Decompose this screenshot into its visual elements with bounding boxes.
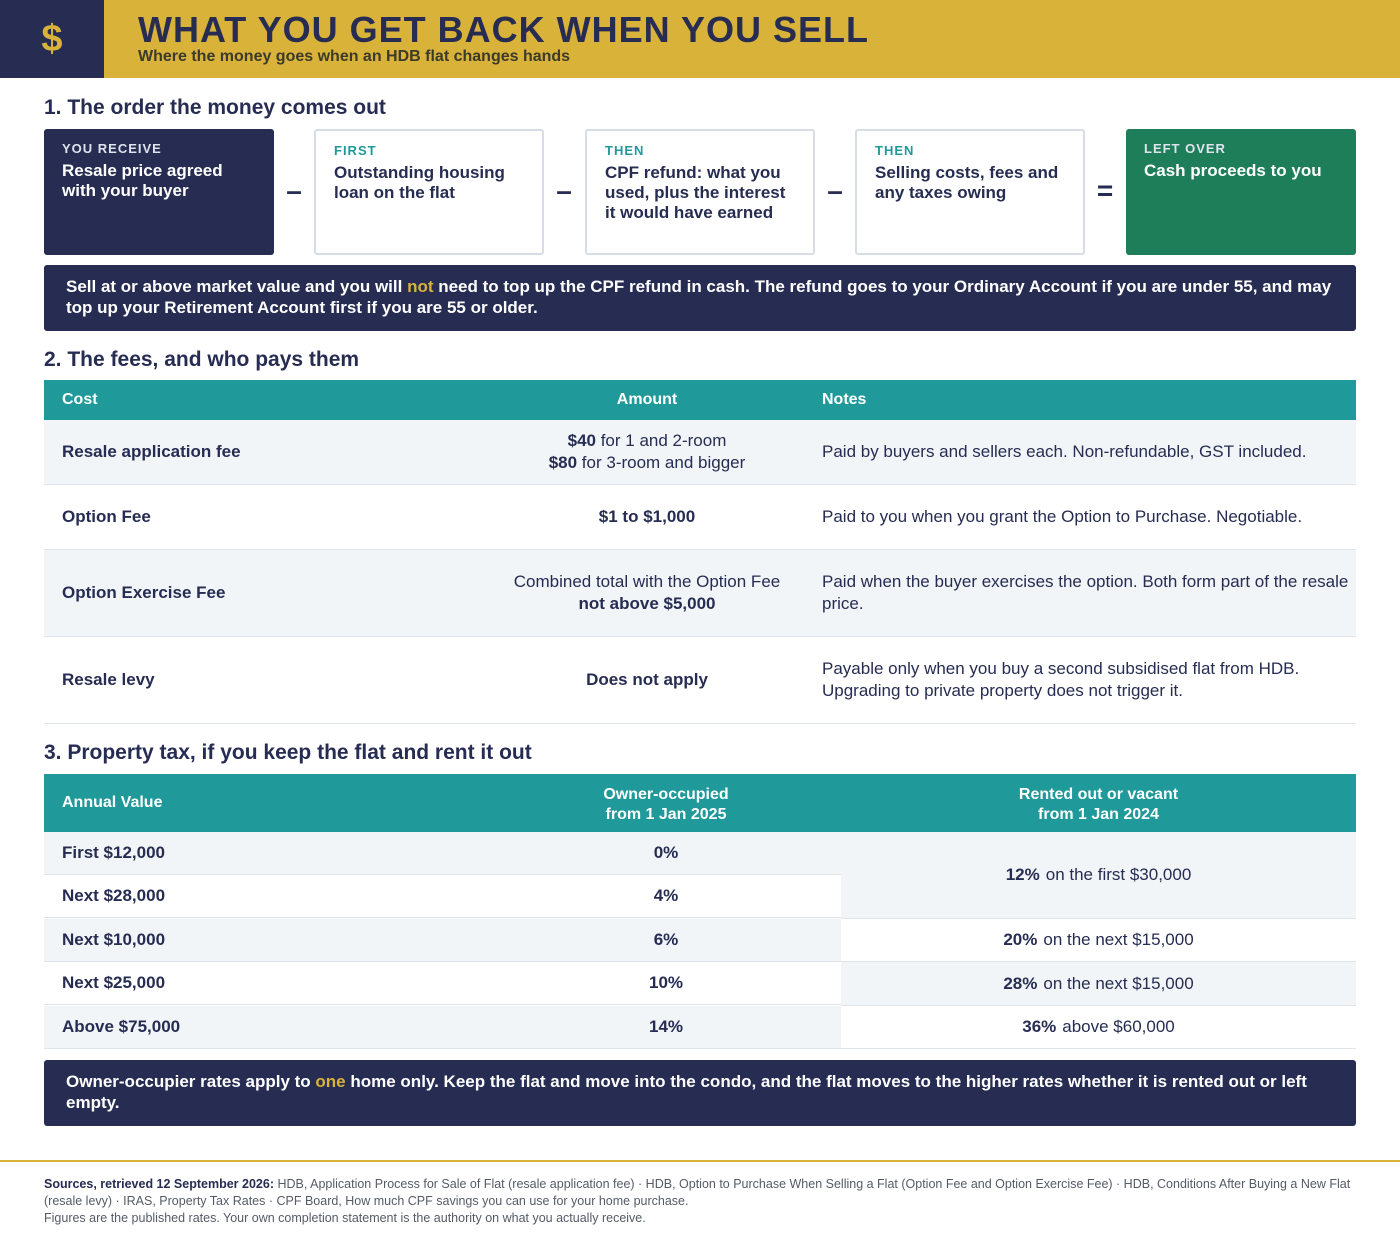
flow-box-cpf-refund	[585, 129, 815, 255]
header-line: from 1 Jan 2024	[1038, 806, 1159, 823]
flow-text: CPF refund: what you used, plus the interest it would have earned	[605, 163, 786, 222]
rented-rate: 20%	[1003, 930, 1038, 949]
dollar-icon: $	[0, 0, 104, 78]
tax-table-body	[44, 832, 1356, 1050]
property-tax-table	[44, 774, 1356, 1050]
column-header-rented-vacant	[841, 785, 1356, 825]
amount-bold: $80	[548, 453, 578, 472]
rented-text: on the next $15,000	[1043, 930, 1194, 949]
page-header	[0, 0, 1400, 78]
rented-text: on the next $15,000	[1043, 973, 1194, 993]
notes-cell: Payable only when you buy a second subsidised flat from HDB. Upgrading to private property does not trigger it.	[822, 659, 1300, 700]
header-line: Owner-occupied	[603, 786, 729, 803]
column-header-notes: Notes	[822, 391, 867, 408]
owner-occupier-callout	[44, 1060, 1356, 1126]
minus-operator: –	[827, 175, 843, 206]
table-row	[44, 962, 841, 1005]
column-header-amount: Amount	[616, 391, 678, 408]
flow-box-resale-price	[44, 129, 274, 255]
flow-kicker: THEN	[605, 143, 645, 158]
notes-cell: Paid when the buyer exercises the option. Both form part of the resale price.	[822, 572, 1349, 613]
band-cell: Next $10,000	[62, 930, 166, 949]
amount-cell	[472, 430, 822, 474]
amount-bold: $40	[567, 431, 596, 450]
rented-rate: 28%	[1003, 973, 1038, 993]
rented-text: on the first $30,000	[1045, 865, 1192, 884]
cpf-refund-callout	[44, 265, 1356, 331]
minus-operator: –	[286, 175, 302, 206]
header-line: Rented out or vacant	[1018, 786, 1179, 803]
column-header-owner-occupied	[516, 785, 816, 825]
amount-bold: Does not apply	[586, 670, 708, 689]
table-row	[44, 550, 1356, 637]
column-header-annual-value: Annual Value	[62, 794, 163, 811]
table-row	[44, 832, 841, 875]
band-cell: Next $28,000	[62, 886, 166, 905]
header-line: from 1 Jan 2025	[605, 806, 727, 823]
flow-box-cash-proceeds	[1126, 129, 1356, 255]
amount-cell	[472, 506, 822, 528]
owner-rate-cell: 4%	[653, 886, 679, 905]
amount-cell	[472, 669, 822, 691]
sources-text	[44, 1176, 1356, 1210]
flow-kicker: THEN	[875, 143, 915, 158]
table-row	[44, 485, 1356, 550]
table-row	[44, 919, 841, 962]
band-cell: First $12,000	[62, 843, 166, 862]
band-cell: Above $75,000	[62, 1017, 181, 1036]
flow-text: Cash proceeds to you	[1144, 161, 1322, 180]
page-subtitle: Where the money goes when an HDB flat changes hands	[138, 48, 571, 65]
owner-rate-cell: 10%	[648, 973, 684, 992]
flow-box-selling-costs	[855, 129, 1085, 255]
footer-divider	[0, 1160, 1400, 1162]
cost-cell: Resale levy	[62, 670, 155, 689]
cost-cell: Resale application fee	[62, 442, 241, 461]
callout-highlight: not	[407, 277, 434, 296]
sources-label: Sources, retrieved 12 September 2026:	[44, 1177, 274, 1191]
callout-text: Sell at or above market value and you will	[66, 277, 408, 296]
rented-rate-cell	[841, 919, 1356, 962]
footer-note: Figures are the published rates. Your own completion statement is the authority on what you actually receive.	[44, 1211, 646, 1225]
table-row	[44, 1006, 841, 1049]
cost-cell: Option Exercise Fee	[62, 583, 226, 602]
band-cell: Next $25,000	[62, 973, 166, 992]
sources-footer	[44, 1176, 1356, 1227]
rented-rate-cell	[841, 1006, 1356, 1049]
flow-kicker: YOU RECEIVE	[62, 141, 162, 156]
section-property-tax-title: 3. Property tax, if you keep the flat and rent it out	[44, 741, 532, 764]
notes-cell: Paid to you when you grant the Option to Purchase. Negotiable.	[822, 507, 1303, 526]
sources-list: HDB, Application Process for Sale of Flat (resale application fee) · HDB, Option to Purchase When Selling a Flat (Option Fee and Option Exercise Fee) · HDB, Conditions After Buying a New Flat (resale levy) · IRAS, Property Tax Rates · CPF Board, How much CPF savings you can use for your home purchase.	[44, 1177, 1351, 1208]
table-row	[44, 420, 1356, 485]
page-title: WHAT YOU GET BACK WHEN YOU SELL	[138, 9, 870, 50]
callout-text: need to top up the CPF refund in cash. The refund goes to your Ordinary Account if you are under 55, and may top up your Retirement Account first if you are 55 or older.	[66, 277, 1332, 317]
callout-text: home only. Keep the flat and move into the condo, and the flat moves to the higher rates whether it is rented out or left empty.	[66, 1072, 1307, 1112]
section-fees-title: 2. The fees, and who pays them	[44, 348, 360, 371]
amount-text: for 1 and 2-room	[595, 431, 727, 450]
tax-table-header	[44, 774, 1356, 832]
notes-cell: Paid by buyers and sellers each. Non-refundable, GST included.	[822, 442, 1307, 461]
flow-kicker: FIRST	[334, 143, 377, 158]
table-row	[44, 637, 1356, 724]
minus-operator: –	[556, 175, 572, 206]
rented-rate-cell	[841, 832, 1356, 919]
flow-kicker: LEFT OVER	[1144, 141, 1226, 156]
table-row	[44, 875, 841, 918]
owner-rate-cell: 14%	[648, 1017, 684, 1036]
column-header-cost: Cost	[62, 391, 98, 408]
amount-bold: not above $5,000	[578, 594, 716, 613]
section-order-title: 1. The order the money comes out	[44, 96, 386, 119]
cost-cell: Option Fee	[62, 507, 151, 526]
rented-rate: 36%	[1022, 1017, 1057, 1036]
callout-highlight: one	[315, 1072, 346, 1091]
amount-bold: $1 to $1,000	[598, 507, 696, 526]
callout-text: Owner-occupier rates apply to	[66, 1072, 316, 1091]
amount-text: Combined total with the Option Fee	[513, 572, 781, 591]
flow-text: Outstanding housing loan on the flat	[334, 163, 505, 202]
rented-text: above $60,000	[1062, 1017, 1175, 1036]
equals-operator: =	[1096, 175, 1114, 206]
amount-cell	[472, 571, 822, 615]
rented-rate-cell	[841, 962, 1356, 1006]
flow-text: Selling costs, fees and any taxes owing	[875, 163, 1059, 202]
owner-rate-cell: 6%	[653, 930, 679, 949]
amount-text: for 3-room and bigger	[577, 453, 746, 472]
rented-rate: 12%	[1005, 865, 1040, 884]
flow-text: Resale price agreed with your buyer	[62, 161, 223, 200]
fees-table-header	[44, 380, 1356, 420]
owner-rate-cell: 0%	[653, 843, 679, 862]
fees-table	[44, 380, 1356, 724]
flow-box-housing-loan	[314, 129, 544, 255]
